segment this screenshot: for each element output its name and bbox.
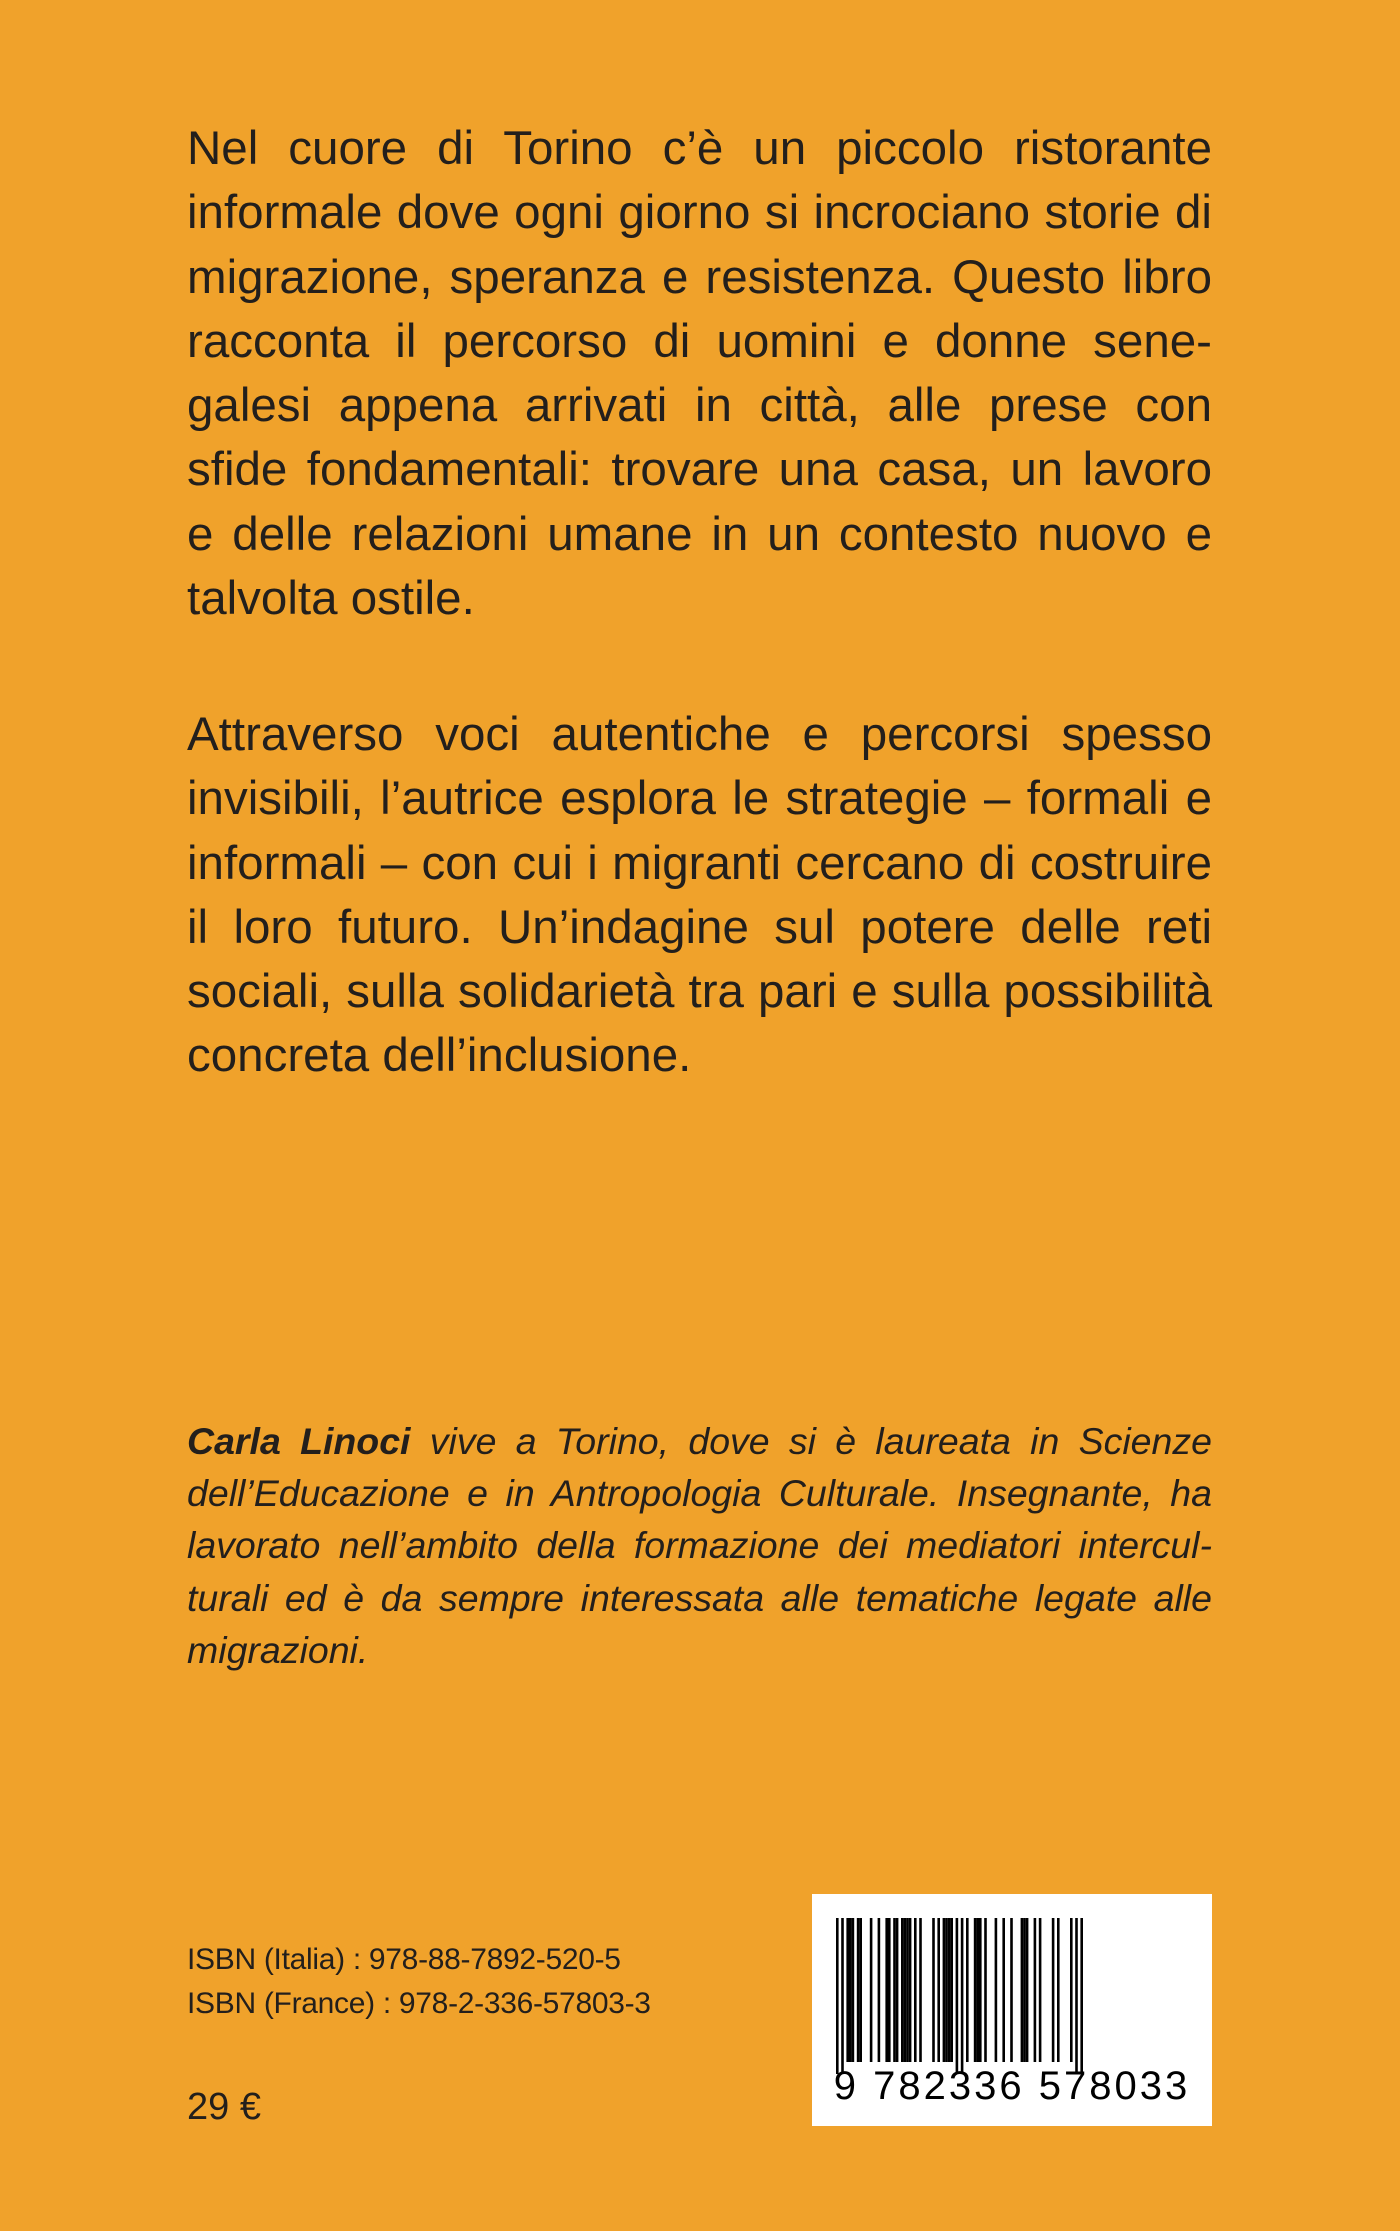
barcode-bar — [1034, 1918, 1037, 2062]
barcode-bar — [979, 1918, 982, 2062]
barcode-bar — [870, 1918, 873, 2062]
barcode-bar — [846, 1918, 849, 2062]
barcode-bar — [1075, 1918, 1078, 2074]
isbn-france: ISBN (France) : 978-2-336-57803-3 — [187, 1987, 651, 2020]
barcode-bar — [852, 1918, 855, 2062]
barcode — [812, 1894, 1212, 2126]
barcode-bar — [1070, 1918, 1073, 2062]
barcode-bar — [878, 1918, 881, 2062]
barcode-bar — [914, 1918, 917, 2062]
barcode-bar — [841, 1918, 844, 2074]
barcode-bar — [995, 1918, 998, 2062]
barcode-bar — [859, 1918, 862, 2062]
barcode-bar — [961, 1918, 964, 2074]
barcode-bar — [1080, 1918, 1083, 2074]
author-bio-text: vive a Torino, dove si è laureata in Scienze dell’Educazione e in Antropologia Culturale. Insegnante, ha lavorato nell’ambito della formazione dei mediatori interculturali ed è da sempre interessata alle tematiche legate alle migrazioni. — [187, 1420, 1212, 1671]
barcode-bar — [1023, 1918, 1026, 2062]
barcode-bar — [919, 1918, 922, 2062]
isbn-italia: ISBN (Italia) : 978-88-7892-520-5 — [187, 1943, 621, 1976]
barcode-bar — [932, 1918, 935, 2062]
barcode-bar — [904, 1918, 907, 2062]
barcode-bar — [1057, 1918, 1060, 2062]
barcode-bar — [893, 1918, 896, 2062]
blurb-paragraph-2: Attraverso voci autentiche e percorsi spesso invisibili, l’autrice esplora le strategie – formali e informali – con cui i migranti cercano di costruire il loro futuro. Un’indagine sul potere delle reti sociali, sulla solidarietà tra pari e sulla possibilità concreta dell’inclusione. — [187, 708, 1212, 1083]
barcode-bar — [950, 1918, 953, 2062]
barcode-bar — [984, 1918, 987, 2062]
author-name: Carla Linoci — [187, 1420, 411, 1462]
barcode-bar — [974, 1918, 977, 2062]
barcode-bar — [1002, 1918, 1005, 2062]
author-bio — [187, 1415, 1212, 1676]
barcode-bar — [956, 1918, 959, 2074]
barcode-bar — [857, 1918, 860, 2062]
barcode-bar — [896, 1918, 899, 2062]
barcode-bar — [901, 1918, 904, 2062]
barcode-bar — [836, 1918, 839, 2074]
barcode-bar — [888, 1918, 891, 2062]
barcode-bar — [909, 1918, 912, 2062]
barcode-bar — [943, 1918, 946, 2062]
barcode-bar — [966, 1918, 969, 2062]
barcode-bar — [945, 1918, 948, 2062]
barcode-bar — [1010, 1918, 1013, 2062]
barcode-bar — [885, 1918, 888, 2062]
blurb-paragraph-1: Nel cuore di Torino c’è un piccolo ristorante informale dove ogni giorno si incrociano storie di migrazione, speranza e resistenza. Questo libro racconta il percorso di uomini e donne senegalesi appena arrivati in città, alle prese con sfide fondamentali: trovare una casa, un lavoro e delle relazioni umane in un contesto nuovo e talvolta ostile. — [187, 122, 1212, 626]
barcode-bar — [1021, 1918, 1024, 2062]
barcode-bar — [948, 1918, 951, 2062]
barcode-bar — [906, 1918, 909, 2062]
barcode-bar — [1052, 1918, 1055, 2062]
price: 29 € — [187, 2086, 261, 2128]
barcode-bar — [1026, 1918, 1029, 2062]
barcode-digits: 9 782336 578033 — [833, 2064, 1191, 2108]
barcode-bar — [937, 1918, 940, 2062]
isbn-block — [187, 1938, 651, 2026]
barcode-bar — [976, 1918, 979, 2062]
barcode-bar — [849, 1918, 852, 2062]
barcode-bar — [1039, 1918, 1042, 2062]
